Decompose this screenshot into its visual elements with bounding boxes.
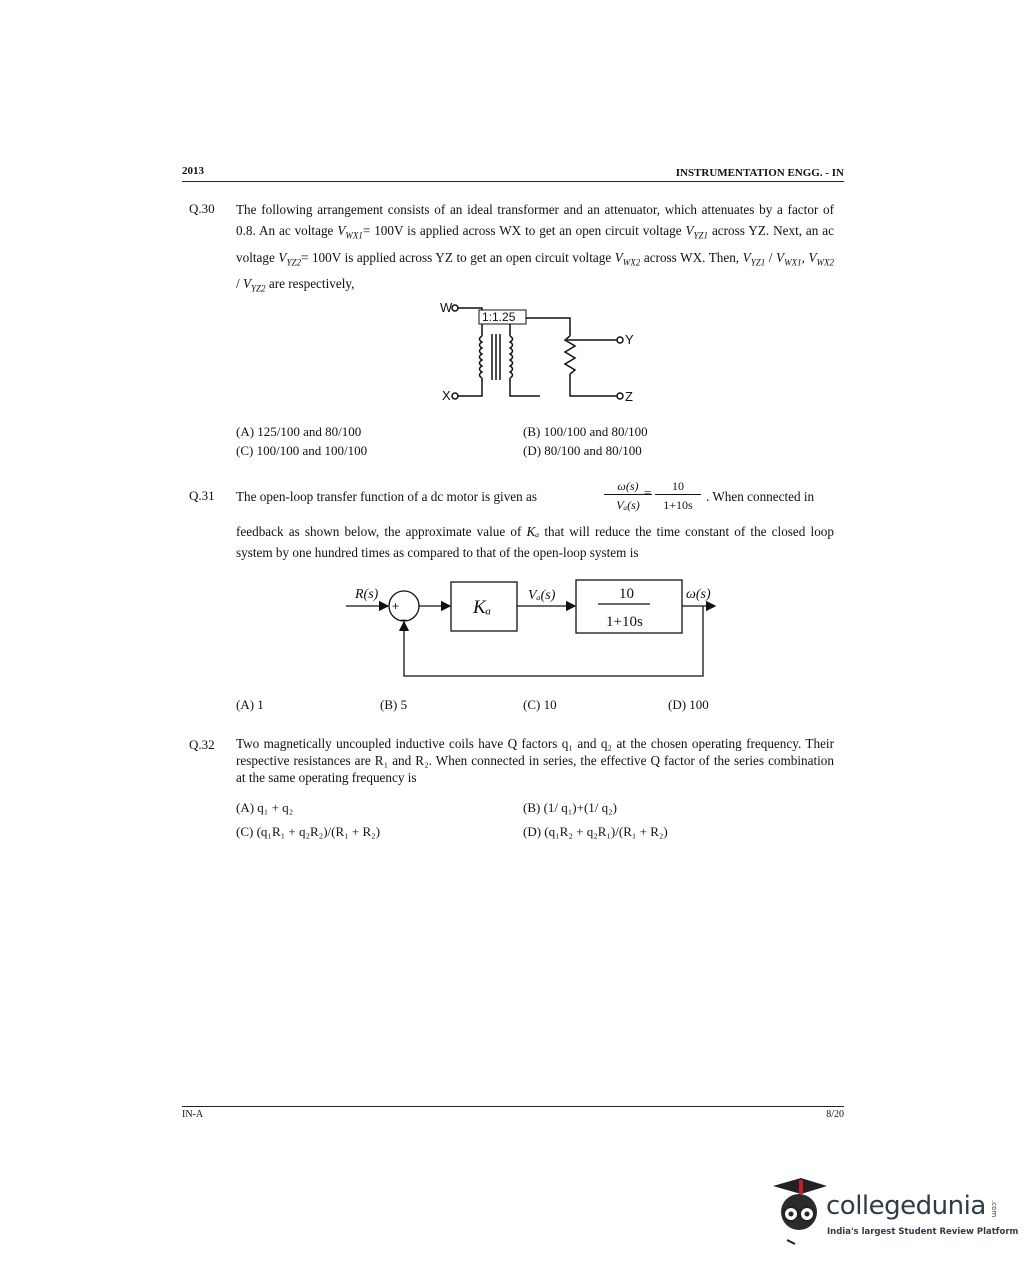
q30-option-a[interactable]: (A) 125/100 and 80/100 xyxy=(236,424,362,439)
q31-number: Q.31 xyxy=(189,488,215,503)
page-number: 8/20 xyxy=(826,1109,844,1120)
terminal-z: Z xyxy=(625,389,633,404)
sum-plus: + xyxy=(392,599,400,613)
q31-text-line1b: . When connected in xyxy=(706,489,815,504)
q31-option-a[interactable]: (A) 1 xyxy=(236,697,264,712)
q30-option-d[interactable]: (D) 80/100 and 80/100 xyxy=(523,443,642,458)
tf-equals: = xyxy=(644,485,652,500)
terminal-w: W xyxy=(440,300,453,315)
brand-name: collegedunia xyxy=(826,1191,986,1221)
gain-ka: Kₐ xyxy=(473,597,492,618)
block-numerator: 10 xyxy=(619,586,634,602)
transformer-attenuator-figure xyxy=(430,296,650,408)
brand-com: .com xyxy=(990,1200,998,1218)
brand-tagline: India's largest Student Review Platform xyxy=(827,1227,1019,1237)
exam-year: 2013 xyxy=(182,165,204,177)
tf-numerator-omega: ω(s) xyxy=(604,478,652,495)
q32-option-d[interactable]: (D) (q₁R₂ + q₂R₁)/(R₁ + R₂) xyxy=(523,824,668,839)
q32-number: Q.32 xyxy=(189,737,215,752)
q32-option-a[interactable]: (A) q₁ + q₂ xyxy=(236,800,294,815)
q31-text: feedback as shown below, the approximate value of Kₐ that will reduce the time constant of the closed loop system by one hundred times as compared to that of the open-loop system is xyxy=(236,524,834,560)
q30-text: The following arrangement consists of an ideal transformer and an attenuator, which attenuates by a factor of 0.8. An ac voltage $V_{WX1}= 100V$ is applied across WX to get an open circuit voltage $V_{YZ1}$ across YZ. Next, an ac voltage $V_{YZ2}= 100V$ is applied across YZ to get an open circuit voltage $V_{WX2}$ across WX. Then, $V_{YZ1} / V_{WX1}$, $V_{WX2} / V_{YZ2}$ are respectively, xyxy=(236,202,835,294)
header-rule xyxy=(182,181,844,182)
q31-option-d[interactable]: (D) 100 xyxy=(668,697,709,712)
va-label: Vₐ(s) xyxy=(528,588,556,603)
subject-title: INSTRUMENTATION ENGG. - IN xyxy=(675,167,844,179)
q31-option-c[interactable]: (C) 10 xyxy=(523,697,557,712)
q32-option-c[interactable]: (C) (q₁R₁ + q₂R₂)/(R₁ + R₂) xyxy=(236,824,381,839)
tf-denominator: 1+10s xyxy=(663,498,693,512)
terminal-y: Y xyxy=(625,332,634,347)
q30-number: Q.30 xyxy=(189,201,215,216)
turns-ratio-label: 1:1.25 xyxy=(482,310,516,324)
q32-text: Two magnetically uncoupled inductive coils have Q factors q₁ and q₂ at the chosen operating frequency. Their respective resistances are R₁ and R₂. When connected in series, the effective Q factor of the series combination at the same operating frequency is xyxy=(236,736,834,785)
tf-denominator-va: Vₐ(s) xyxy=(616,498,640,512)
q31-text-line1: The open-loop transfer function of a dc motor is given as xyxy=(236,489,538,504)
q30-option-c[interactable]: (C) 100/100 and 100/100 xyxy=(236,443,368,458)
output-label: ω(s) xyxy=(686,587,711,602)
footer-rule xyxy=(182,1106,844,1107)
terminal-x: X xyxy=(442,388,451,403)
q32-option-b[interactable]: (B) (1/ q₁)+(1/ q₂) xyxy=(523,800,618,815)
tf-numerator-10: 10 xyxy=(655,478,701,495)
input-label: R(s) xyxy=(355,587,379,602)
paper-code: IN-A xyxy=(182,1109,204,1120)
collegedunia-mascot-icon xyxy=(765,1178,831,1248)
q30-option-b[interactable]: (B) 100/100 and 80/100 xyxy=(523,424,648,439)
sum-minus: − xyxy=(400,613,408,627)
q31-option-b[interactable]: (B) 5 xyxy=(380,697,408,712)
block-denominator: 1+10s xyxy=(606,614,643,630)
feedback-block-diagram xyxy=(340,576,730,682)
